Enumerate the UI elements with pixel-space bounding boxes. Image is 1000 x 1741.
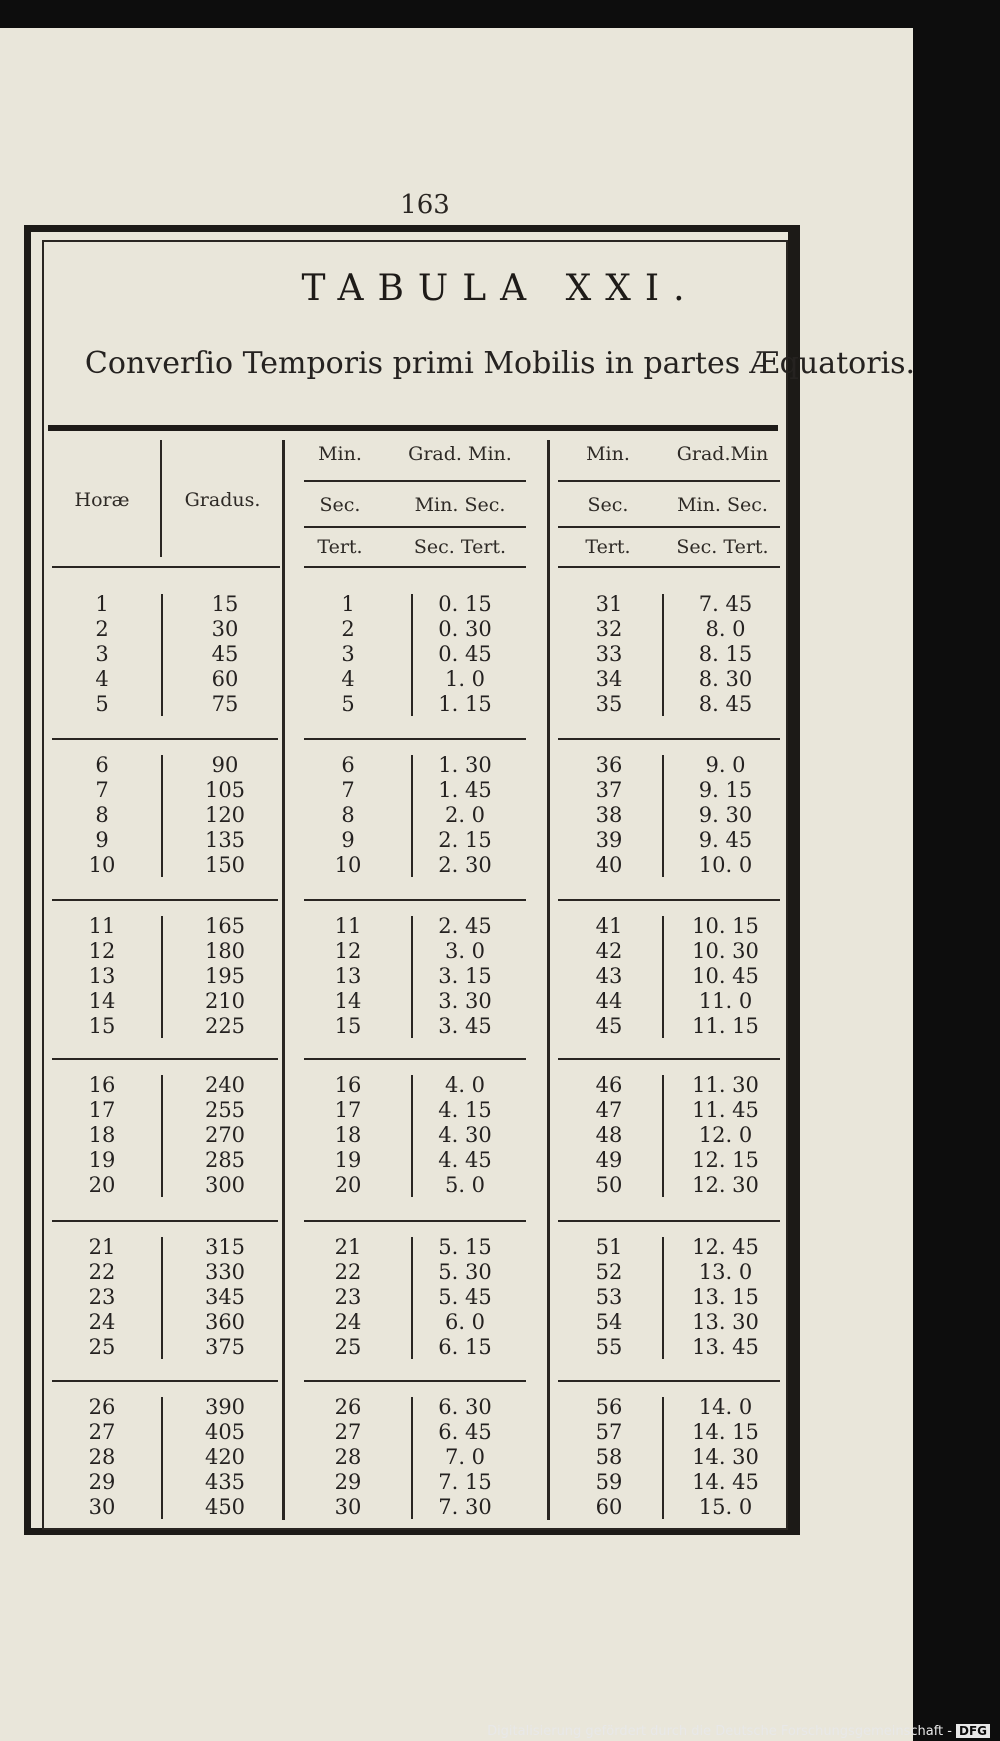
cell-gradus: 285 — [204, 1148, 246, 1172]
cell-right-grad-min: 14. 0 — [698, 1395, 753, 1419]
cell-horae: 3 — [95, 642, 109, 666]
cell-left-min: 12 — [334, 939, 362, 963]
group-separator — [558, 1058, 780, 1060]
cell-right-min: 53 — [595, 1285, 623, 1309]
group-bracket — [411, 1075, 413, 1197]
cell-left-grad-min: 1. 45 — [438, 778, 492, 802]
cell-right-min: 59 — [595, 1470, 623, 1494]
cell-left-grad-min: 1. 30 — [438, 753, 492, 777]
header-left-min: Min. — [318, 443, 362, 465]
cell-right-grad-min: 12. 45 — [692, 1235, 759, 1259]
cell-left-min: 15 — [334, 1014, 362, 1038]
cell-right-grad-min: 12. 0 — [698, 1123, 753, 1147]
cell-right-min: 52 — [595, 1260, 623, 1284]
group-bracket — [411, 1237, 413, 1359]
cell-right-min: 47 — [595, 1098, 623, 1122]
cell-horae: 16 — [88, 1073, 116, 1097]
cell-left-grad-min: 6. 30 — [438, 1395, 492, 1419]
cell-horae: 2 — [95, 617, 109, 641]
cell-right-grad-min: 10. 45 — [692, 964, 759, 988]
cell-left-min: 18 — [334, 1123, 362, 1147]
cell-gradus: 240 — [204, 1073, 246, 1097]
cell-right-min: 50 — [595, 1173, 623, 1197]
cell-right-grad-min: 7. 45 — [698, 592, 753, 616]
cell-gradus: 360 — [204, 1310, 246, 1334]
cell-gradus: 75 — [211, 692, 239, 716]
group-separator — [52, 899, 278, 901]
cell-left-min: 9 — [341, 828, 355, 852]
cell-gradus: 225 — [204, 1014, 246, 1038]
group-separator — [304, 738, 526, 740]
cell-right-grad-min: 8. 15 — [698, 642, 753, 666]
cell-right-grad-min: 13. 45 — [692, 1335, 759, 1359]
cell-horae: 25 — [88, 1335, 116, 1359]
cell-right-min: 58 — [595, 1445, 623, 1469]
cell-gradus: 15 — [211, 592, 239, 616]
cell-right-grad-min: 15. 0 — [698, 1495, 753, 1519]
header-right-sec-tert: Sec. Tert. — [676, 536, 769, 558]
cell-right-grad-min: 8. 0 — [705, 617, 746, 641]
cell-right-grad-min: 13. 15 — [692, 1285, 759, 1309]
cell-left-min: 3 — [341, 642, 355, 666]
cell-horae: 9 — [95, 828, 109, 852]
cell-left-grad-min: 4. 30 — [438, 1123, 492, 1147]
cell-right-min: 32 — [595, 617, 623, 641]
cell-right-min: 45 — [595, 1014, 623, 1038]
cell-horae: 6 — [95, 753, 109, 777]
cell-gradus: 255 — [204, 1098, 246, 1122]
cell-horae: 19 — [88, 1148, 116, 1172]
footer-text: Digitalisierung gefördert durch die Deutsche Forschungsgemeinschaft - — [487, 1724, 952, 1739]
cell-gradus: 270 — [204, 1123, 246, 1147]
cell-right-grad-min: 12. 30 — [692, 1173, 759, 1197]
header-horae: Horæ — [74, 489, 130, 511]
cell-right-min: 55 — [595, 1335, 623, 1359]
cell-gradus: 60 — [211, 667, 239, 691]
cell-left-min: 7 — [341, 778, 355, 802]
cell-gradus: 435 — [204, 1470, 246, 1494]
cell-left-min: 14 — [334, 989, 362, 1013]
cell-horae: 8 — [95, 803, 109, 827]
cell-left-min: 8 — [341, 803, 355, 827]
cell-left-min: 26 — [334, 1395, 362, 1419]
cell-right-grad-min: 10. 15 — [692, 914, 759, 938]
group-bracket — [161, 916, 163, 1038]
cell-right-min: 37 — [595, 778, 623, 802]
cell-left-grad-min: 4. 0 — [444, 1073, 486, 1097]
group-separator — [304, 899, 526, 901]
cell-left-min: 1 — [341, 592, 355, 616]
cell-right-grad-min: 9. 0 — [705, 753, 746, 777]
cell-left-grad-min: 6. 15 — [438, 1335, 492, 1359]
cell-right-grad-min: 9. 45 — [698, 828, 753, 852]
table-title: TABULA XXI. — [301, 268, 699, 309]
cell-gradus: 405 — [204, 1420, 246, 1444]
header-gradus: Gradus. — [184, 489, 261, 511]
cell-horae: 21 — [88, 1235, 116, 1259]
cell-gradus: 165 — [204, 914, 246, 938]
header-divider-horae — [160, 440, 162, 557]
cell-right-min: 56 — [595, 1395, 623, 1419]
group-bracket — [411, 755, 413, 877]
cell-right-min: 39 — [595, 828, 623, 852]
cell-left-grad-min: 4. 15 — [438, 1098, 492, 1122]
cell-gradus: 375 — [204, 1335, 246, 1359]
cell-right-min: 41 — [595, 914, 623, 938]
cell-gradus: 390 — [204, 1395, 246, 1419]
column-divider-main-right — [547, 440, 550, 1520]
header-right-min-sec: Min. Sec. — [677, 494, 768, 516]
cell-horae: 29 — [88, 1470, 116, 1494]
cell-right-min: 35 — [595, 692, 623, 716]
cell-left-min: 17 — [334, 1098, 362, 1122]
group-bracket — [662, 1237, 664, 1359]
header-rule — [48, 425, 778, 431]
cell-left-min: 23 — [334, 1285, 362, 1309]
header-rule-bottom-c — [558, 566, 780, 568]
cell-left-grad-min: 7. 0 — [444, 1445, 486, 1469]
cell-right-grad-min: 13. 0 — [698, 1260, 753, 1284]
cell-right-grad-min: 11. 30 — [692, 1073, 759, 1097]
header-rule-right-1 — [558, 480, 780, 482]
cell-left-grad-min: 3. 15 — [438, 964, 492, 988]
cell-right-grad-min: 11. 0 — [698, 989, 753, 1013]
cell-right-min: 44 — [595, 989, 623, 1013]
cell-horae: 4 — [95, 667, 109, 691]
cell-left-min: 10 — [334, 853, 362, 877]
group-separator — [558, 899, 780, 901]
group-bracket — [411, 1397, 413, 1519]
header-right-sec: Sec. — [587, 494, 629, 516]
header-rule-bottom-a — [52, 566, 280, 568]
cell-left-min: 28 — [334, 1445, 362, 1469]
cell-left-min: 19 — [334, 1148, 362, 1172]
cell-right-grad-min: 10. 0 — [698, 853, 753, 877]
cell-horae: 26 — [88, 1395, 116, 1419]
cell-horae: 5 — [95, 692, 109, 716]
cell-right-min: 60 — [595, 1495, 623, 1519]
cell-right-grad-min: 12. 15 — [692, 1148, 759, 1172]
cell-left-grad-min: 7. 15 — [438, 1470, 492, 1494]
cell-right-grad-min: 13. 30 — [692, 1310, 759, 1334]
cell-right-min: 31 — [595, 592, 623, 616]
cell-horae: 1 — [95, 592, 109, 616]
cell-right-min: 43 — [595, 964, 623, 988]
cell-right-grad-min: 14. 30 — [692, 1445, 759, 1469]
group-bracket — [662, 916, 664, 1038]
cell-left-grad-min: 0. 45 — [438, 642, 492, 666]
group-bracket — [411, 916, 413, 1038]
group-separator — [558, 1380, 780, 1382]
dfg-logo: DFG — [956, 1724, 990, 1738]
group-separator — [52, 738, 278, 740]
cell-right-min: 34 — [595, 667, 623, 691]
cell-left-grad-min: 2. 0 — [444, 803, 486, 827]
cell-left-min: 11 — [334, 914, 362, 938]
cell-right-grad-min: 8. 45 — [698, 692, 753, 716]
cell-horae: 10 — [88, 853, 116, 877]
cell-left-min: 20 — [334, 1173, 362, 1197]
group-separator — [304, 1058, 526, 1060]
header-left-tert: Tert. — [317, 536, 363, 558]
cell-horae: 13 — [88, 964, 116, 988]
group-separator — [52, 1220, 278, 1222]
cell-horae: 15 — [88, 1014, 116, 1038]
cell-horae: 11 — [88, 914, 116, 938]
header-right-tert: Tert. — [585, 536, 631, 558]
header-left-sec-tert: Sec. Tert. — [413, 536, 507, 558]
group-bracket — [662, 594, 664, 716]
cell-left-min: 13 — [334, 964, 362, 988]
header-left-min-sec: Min. Sec. — [414, 494, 506, 516]
cell-right-grad-min: 10. 30 — [692, 939, 759, 963]
group-bracket — [662, 1397, 664, 1519]
group-separator — [52, 1058, 278, 1060]
cell-left-grad-min: 2. 30 — [438, 853, 492, 877]
cell-left-min: 5 — [341, 692, 355, 716]
cell-right-min: 36 — [595, 753, 623, 777]
cell-gradus: 105 — [204, 778, 246, 802]
cell-gradus: 300 — [204, 1173, 246, 1197]
cell-left-grad-min: 1. 0 — [444, 667, 486, 691]
cell-horae: 17 — [88, 1098, 116, 1122]
cell-right-grad-min: 11. 15 — [692, 1014, 759, 1038]
cell-left-min: 21 — [334, 1235, 362, 1259]
page-number: 163 — [400, 190, 450, 220]
cell-horae: 7 — [95, 778, 109, 802]
cell-left-min: 25 — [334, 1335, 362, 1359]
cell-right-min: 57 — [595, 1420, 623, 1444]
cell-left-min: 27 — [334, 1420, 362, 1444]
cell-gradus: 90 — [211, 753, 239, 777]
cell-horae: 23 — [88, 1285, 116, 1309]
cell-left-min: 22 — [334, 1260, 362, 1284]
cell-right-grad-min: 14. 45 — [692, 1470, 759, 1494]
cell-left-grad-min: 5. 45 — [438, 1285, 492, 1309]
cell-right-min: 33 — [595, 642, 623, 666]
cell-horae: 27 — [88, 1420, 116, 1444]
group-bracket — [161, 594, 163, 716]
table-subtitle: Converſio Temporis primi Mobilis in partes Æquatoris. — [84, 346, 916, 381]
cell-left-grad-min: 0. 30 — [438, 617, 492, 641]
cell-right-grad-min: 11. 45 — [692, 1098, 759, 1122]
column-divider-main-left — [282, 440, 285, 1520]
cell-left-grad-min: 6. 0 — [444, 1310, 486, 1334]
group-separator — [52, 1380, 278, 1382]
cell-gradus: 345 — [204, 1285, 246, 1309]
cell-right-min: 49 — [595, 1148, 623, 1172]
cell-left-min: 4 — [341, 667, 355, 691]
cell-gradus: 30 — [211, 617, 239, 641]
cell-left-grad-min: 3. 45 — [438, 1014, 492, 1038]
cell-gradus: 150 — [204, 853, 246, 877]
cell-right-min: 40 — [595, 853, 623, 877]
header-rule-bottom-b — [304, 566, 526, 568]
cell-gradus: 120 — [204, 803, 246, 827]
cell-right-min: 38 — [595, 803, 623, 827]
header-left-grad-min: Grad. Min. — [408, 443, 512, 465]
cell-left-grad-min: 2. 45 — [438, 914, 492, 938]
header-right-grad-min: Grad.Min — [676, 443, 769, 465]
cell-gradus: 210 — [204, 989, 246, 1013]
cell-left-grad-min: 4. 45 — [438, 1148, 492, 1172]
cell-left-min: 24 — [334, 1310, 362, 1334]
group-bracket — [161, 755, 163, 877]
group-bracket — [662, 755, 664, 877]
cell-left-grad-min: 5. 15 — [438, 1235, 492, 1259]
cell-gradus: 330 — [204, 1260, 246, 1284]
group-separator — [304, 1380, 526, 1382]
cell-right-grad-min: 9. 15 — [698, 778, 753, 802]
cell-right-grad-min: 9. 30 — [698, 803, 753, 827]
group-bracket — [411, 594, 413, 716]
cell-left-grad-min: 0. 15 — [438, 592, 492, 616]
cell-left-grad-min: 6. 45 — [438, 1420, 492, 1444]
cell-horae: 28 — [88, 1445, 116, 1469]
cell-right-min: 51 — [595, 1235, 623, 1259]
group-bracket — [161, 1237, 163, 1359]
cell-left-grad-min: 3. 0 — [444, 939, 486, 963]
cell-right-min: 46 — [595, 1073, 623, 1097]
cell-left-grad-min: 7. 30 — [438, 1495, 492, 1519]
cell-horae: 24 — [88, 1310, 116, 1334]
cell-right-min: 54 — [595, 1310, 623, 1334]
cell-right-min: 48 — [595, 1123, 623, 1147]
group-separator — [304, 1220, 526, 1222]
cell-horae: 30 — [88, 1495, 116, 1519]
cell-left-min: 6 — [341, 753, 355, 777]
cell-right-grad-min: 8. 30 — [698, 667, 753, 691]
group-bracket — [662, 1075, 664, 1197]
cell-gradus: 180 — [204, 939, 246, 963]
cell-gradus: 450 — [204, 1495, 246, 1519]
cell-horae: 12 — [88, 939, 116, 963]
cell-horae: 14 — [88, 989, 116, 1013]
cell-right-min: 42 — [595, 939, 623, 963]
group-bracket — [161, 1397, 163, 1519]
cell-gradus: 420 — [204, 1445, 246, 1469]
header-rule-left-2 — [304, 526, 526, 528]
cell-right-grad-min: 14. 15 — [692, 1420, 759, 1444]
cell-left-min: 29 — [334, 1470, 362, 1494]
cell-horae: 20 — [88, 1173, 116, 1197]
header-left-sec: Sec. — [319, 494, 361, 516]
group-separator — [558, 1220, 780, 1222]
cell-gradus: 45 — [211, 642, 239, 666]
cell-gradus: 195 — [204, 964, 246, 988]
cell-left-grad-min: 5. 0 — [444, 1173, 486, 1197]
cell-left-min: 30 — [334, 1495, 362, 1519]
header-right-min: Min. — [586, 443, 630, 465]
cell-gradus: 135 — [204, 828, 246, 852]
cell-left-min: 16 — [334, 1073, 362, 1097]
group-bracket — [161, 1075, 163, 1197]
cell-horae: 18 — [88, 1123, 116, 1147]
cell-left-grad-min: 3. 30 — [438, 989, 492, 1013]
header-rule-left-1 — [304, 480, 526, 482]
cell-left-min: 2 — [341, 617, 355, 641]
header-rule-right-2 — [558, 526, 780, 528]
cell-horae: 22 — [88, 1260, 116, 1284]
group-separator — [558, 738, 780, 740]
cell-left-grad-min: 5. 30 — [438, 1260, 492, 1284]
cell-left-grad-min: 2. 15 — [438, 828, 492, 852]
cell-left-grad-min: 1. 15 — [438, 692, 492, 716]
cell-gradus: 315 — [204, 1235, 246, 1259]
digitization-footer — [487, 1724, 990, 1739]
